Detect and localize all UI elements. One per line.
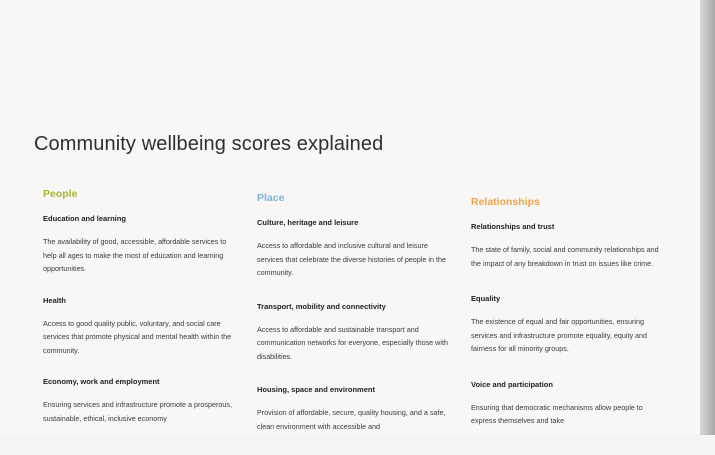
column-relationships <box>471 196 666 452</box>
section-voice <box>471 380 666 428</box>
section-economy <box>43 377 238 425</box>
column-place <box>257 192 452 455</box>
page-edge <box>700 0 715 435</box>
column-title-people: People <box>43 188 78 200</box>
section-heading: Voice and participation <box>471 379 553 389</box>
column-people <box>43 188 238 445</box>
section-heading: Relationships and trust <box>471 222 555 231</box>
section-heading: Housing, space and environment <box>257 385 375 394</box>
section-body: The existence of equal and fair opportunities, ensuring services and infrastructure promote equality, equity and fairness for all minority groups. <box>471 317 648 353</box>
section-body: Ensuring services and infrastructure promote a prosperous, sustainable, ethical, inclusive economy <box>43 400 232 423</box>
section-heading: Education and learning <box>43 214 126 223</box>
section-education <box>43 214 238 276</box>
section-body: The state of family, social and community relationships and the impact of any breakdown in trust on issues like crime. <box>471 245 659 268</box>
section-heading: Economy, work and employment <box>43 377 160 386</box>
section-heading: Transport, mobility and connectivity <box>257 301 386 311</box>
section-body: The availability of good, accessible, affordable services to help all ages to make the most of education and learning opportunities. <box>43 237 227 273</box>
section-heading: Health <box>43 295 66 305</box>
page-title: Community wellbeing scores explained <box>34 133 384 155</box>
section-heading: Culture, heritage and leisure <box>257 218 359 227</box>
section-housing <box>257 385 452 433</box>
section-body: Access to affordable and sustainable transport and communication networks for everyone, especially those with disabilities. <box>257 324 448 361</box>
section-transport <box>257 302 452 364</box>
section-heading: Equality <box>471 294 501 303</box>
section-body: Access to good quality public, voluntary, and social care services that promote physical and mental health within the community. <box>43 318 232 355</box>
section-culture <box>257 218 452 280</box>
section-health <box>43 296 238 358</box>
section-body: Provision of affordable, secure, quality housing, and a safe, clean environment with accessible and <box>257 408 446 431</box>
column-title-place: Place <box>257 192 285 204</box>
section-body: Ensuring that democratic mechanisms allow people to express themselves and take <box>471 402 643 425</box>
column-title-relationships: Relationships <box>471 196 540 208</box>
section-body: Access to affordable and inclusive cultural and leisure services that celebrate the diverse histories of people in the community. <box>257 241 446 277</box>
section-relationships-trust <box>471 222 666 270</box>
section-equality <box>471 294 666 356</box>
